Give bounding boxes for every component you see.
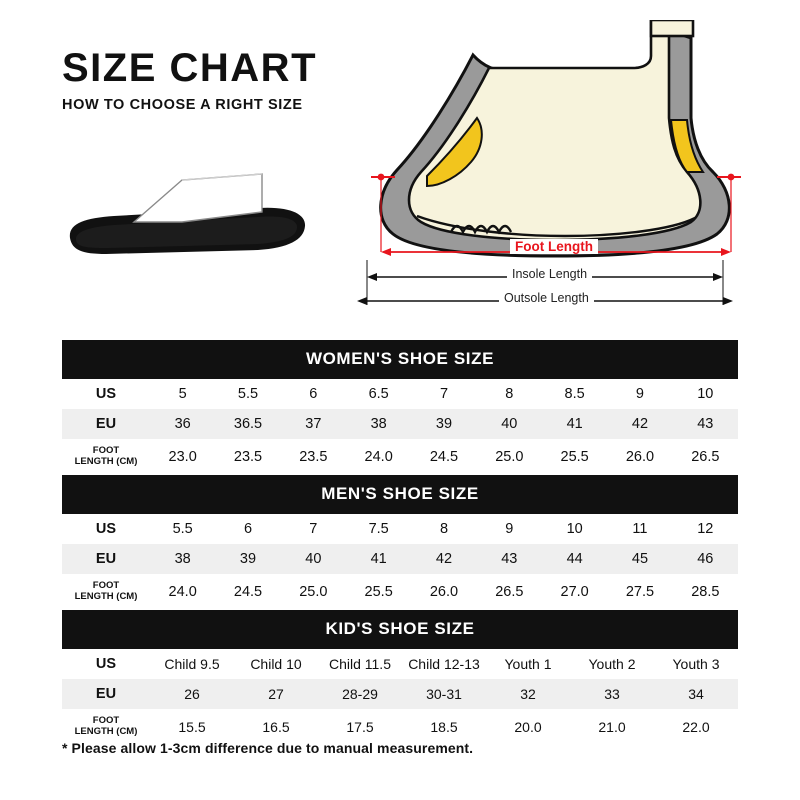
cell: 42: [411, 544, 476, 574]
cell: 25.5: [542, 439, 607, 475]
cell: 6: [281, 379, 346, 409]
cell: 40: [281, 544, 346, 574]
insole-length-label: Insole Length: [507, 267, 592, 281]
table-row: [62, 679, 738, 709]
band-kids: KID'S SHOE SIZE: [62, 610, 738, 649]
foot-shape: [409, 20, 700, 240]
ankle-block: [651, 20, 693, 36]
cell: 6.5: [346, 379, 411, 409]
page-title: SIZE CHART: [62, 46, 317, 90]
foot-length-label: Foot Length: [510, 239, 598, 254]
row-label-us: US: [62, 514, 150, 544]
cell: 8.5: [542, 379, 607, 409]
cell: 18.5: [402, 709, 486, 745]
page-subtitle: HOW TO CHOOSE A RIGHT SIZE: [62, 97, 303, 113]
row-label-eu: EU: [62, 409, 150, 439]
row-label-foot-length: [62, 574, 150, 610]
table-kids: [62, 649, 738, 745]
cell: Child 9.5: [150, 649, 234, 679]
cell: 26.5: [477, 574, 542, 610]
outsole-length-label: Outsole Length: [499, 291, 594, 305]
cell: 17.5: [318, 709, 402, 745]
cell: Child 11.5: [318, 649, 402, 679]
row-label-foot: FOOT: [92, 445, 120, 456]
cell: 46: [673, 544, 738, 574]
cell: 27: [234, 679, 318, 709]
cell: Youth 3: [654, 649, 738, 679]
cell: 24.5: [215, 574, 280, 610]
cell: 45: [607, 544, 672, 574]
table-mens: [62, 514, 738, 610]
table-womens: [62, 379, 738, 475]
cell: 43: [477, 544, 542, 574]
cell: 39: [215, 544, 280, 574]
cell: 10: [673, 379, 738, 409]
cell: 23.5: [215, 439, 280, 475]
cell: 5.5: [215, 379, 280, 409]
row-label-eu: EU: [62, 544, 150, 574]
cell: Youth 1: [486, 649, 570, 679]
cell: 28.5: [673, 574, 738, 610]
cell: 21.0: [570, 709, 654, 745]
row-label-us: US: [62, 379, 150, 409]
cell: 12: [673, 514, 738, 544]
cell: 8: [477, 379, 542, 409]
cell: 24.5: [411, 439, 476, 475]
header-block: [62, 48, 317, 113]
cell: 38: [346, 409, 411, 439]
cell: 42: [607, 409, 672, 439]
table-row: [62, 379, 738, 409]
row-label-foot-length: [62, 439, 150, 475]
cell: 44: [542, 544, 607, 574]
insole-length-arrowhead-right: [713, 273, 723, 281]
cell: 16.5: [234, 709, 318, 745]
cell: 7.5: [346, 514, 411, 544]
cell: 30-31: [402, 679, 486, 709]
band-mens: MEN'S SHOE SIZE: [62, 475, 738, 514]
cell: 26.0: [411, 574, 476, 610]
table-row: [62, 439, 738, 475]
table-row: [62, 544, 738, 574]
row-label-foot: FOOT: [92, 579, 120, 591]
cell: 43: [673, 409, 738, 439]
cell: 27.0: [542, 574, 607, 610]
cell: 22.0: [654, 709, 738, 745]
sandal-strap: [134, 174, 262, 222]
cell: 11: [607, 514, 672, 544]
cell: 8: [411, 514, 476, 544]
outsole-length-arrowhead-right: [723, 297, 733, 305]
measurement-note: * Please allow 1-3cm difference due to manual measurement.: [62, 740, 474, 756]
row-label-us: US: [62, 649, 150, 679]
size-tables: [62, 340, 738, 745]
table-row: [62, 409, 738, 439]
cell: 37: [281, 409, 346, 439]
cell: 23.0: [150, 439, 215, 475]
foot-measurement-diagram: [355, 20, 775, 320]
cell: 5: [150, 379, 215, 409]
row-label-foot-sub: LENGTH (CM): [74, 590, 138, 602]
sandal-svg: [62, 160, 312, 270]
cell: 40: [477, 409, 542, 439]
cell: 20.0: [486, 709, 570, 745]
cell: 5.5: [150, 514, 215, 544]
cell: 39: [411, 409, 476, 439]
cell: 9: [477, 514, 542, 544]
foot-length-arrowhead-right: [721, 248, 731, 256]
cell: 38: [150, 544, 215, 574]
cell: 6: [215, 514, 280, 544]
cell: 25.0: [477, 439, 542, 475]
cell: Child 12-13: [402, 649, 486, 679]
cell: 26.0: [607, 439, 672, 475]
cell: Child 10: [234, 649, 318, 679]
cell: 24.0: [346, 439, 411, 475]
cell: 15.5: [150, 709, 234, 745]
cell: 41: [346, 544, 411, 574]
cell: 41: [542, 409, 607, 439]
cell: 36.5: [215, 409, 280, 439]
cell: Youth 2: [570, 649, 654, 679]
table-row: [62, 514, 738, 544]
row-label-eu: EU: [62, 679, 150, 709]
row-label-foot: FOOT: [92, 714, 120, 726]
cell: 25.5: [346, 574, 411, 610]
table-row: [62, 649, 738, 679]
cell: 7: [411, 379, 476, 409]
cell: 32: [486, 679, 570, 709]
row-label-foot-sub: LENGTH (CM): [74, 455, 138, 467]
outsole-length-arrowhead-left: [357, 297, 367, 305]
cell: 10: [542, 514, 607, 544]
cell: 23.5: [281, 439, 346, 475]
foot-length-arrowhead-left: [381, 248, 391, 256]
cell: 9: [607, 379, 672, 409]
cell: 25.0: [281, 574, 346, 610]
cell: 7: [281, 514, 346, 544]
cell: 26.5: [673, 439, 738, 475]
cell: 26: [150, 679, 234, 709]
row-label-foot-sub: LENGTH (CM): [74, 725, 138, 737]
cell: 24.0: [150, 574, 215, 610]
table-row: [62, 574, 738, 610]
cell: 28-29: [318, 679, 402, 709]
cell: 34: [654, 679, 738, 709]
band-womens: WOMEN'S SHOE SIZE: [62, 340, 738, 379]
cell: 36: [150, 409, 215, 439]
slide-sandal-illustration: [62, 160, 312, 270]
insole-length-arrowhead-left: [367, 273, 377, 281]
cell: 27.5: [607, 574, 672, 610]
cell: 33: [570, 679, 654, 709]
